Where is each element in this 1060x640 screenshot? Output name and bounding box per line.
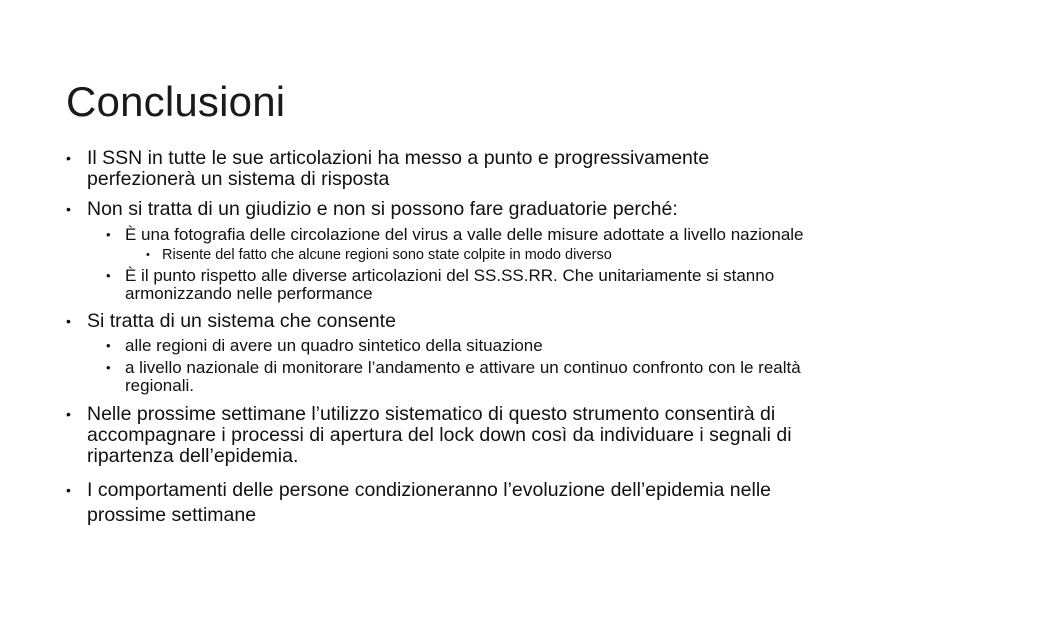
bullet-icon: • <box>66 201 71 217</box>
bullet-text: Risente del fatto che alcune regioni sono state colpite in modo diverso <box>162 247 612 263</box>
bullet-list <box>66 148 866 528</box>
bullet-icon: • <box>66 150 71 166</box>
bullet-item <box>66 148 817 190</box>
bullet-text: I comportamenti delle persone condizioneranno l’evoluzione dell’epidemia nelle prossime settimane <box>87 479 772 526</box>
bullet-text: È il punto rispetto alle diverse articolazioni del SS.SS.RR. Che unitariamente si stanno armonizzando nelle performance <box>125 266 775 303</box>
sub-bullet-item <box>106 226 825 244</box>
sub-bullet-item <box>106 359 825 395</box>
bullet-icon: • <box>66 406 71 422</box>
sub-sub-bullet-item <box>146 247 866 263</box>
bullet-icon: • <box>106 227 111 242</box>
bullet-text: Si tratta di un sistema che consente <box>87 310 396 332</box>
bullet-text: a livello nazionale di monitorare l’andamento e attivare un continuo confronto con le realtà regionali. <box>125 358 801 395</box>
sub-bullet-item <box>106 267 815 303</box>
bullet-icon: • <box>106 268 111 283</box>
bullet-item <box>66 199 866 220</box>
bullet-item <box>66 478 837 528</box>
bullet-text: Nelle prossime settimane l’utilizzo sistematico di questo strumento consentirà di accompagnare i processi di apertura del lock down così da individuare i segnali di ripartenza dell’epidemia. <box>87 403 792 467</box>
bullet-icon: • <box>66 482 71 498</box>
bullet-text: Non si tratta di un giudizio e non si possono fare graduatorie perché: <box>87 198 678 220</box>
slide-title: Conclusioni <box>66 78 286 125</box>
bullet-item <box>66 311 866 332</box>
bullet-icon: • <box>106 360 111 375</box>
bullet-item <box>66 404 797 467</box>
bullet-icon: • <box>106 338 111 353</box>
bullet-text: È una fotografia delle circolazione del virus a valle delle misure adottate a livello nazionale <box>125 225 804 244</box>
bullet-icon: • <box>146 249 150 261</box>
bullet-text: Il SSN in tutte le sue articolazioni ha messo a punto e progressivamente perfezionerà un sistema di risposta <box>87 147 710 190</box>
bullet-text: alle regioni di avere un quadro sintetico della situazione <box>125 336 543 355</box>
bullet-icon: • <box>66 313 71 329</box>
sub-bullet-item <box>106 337 866 355</box>
